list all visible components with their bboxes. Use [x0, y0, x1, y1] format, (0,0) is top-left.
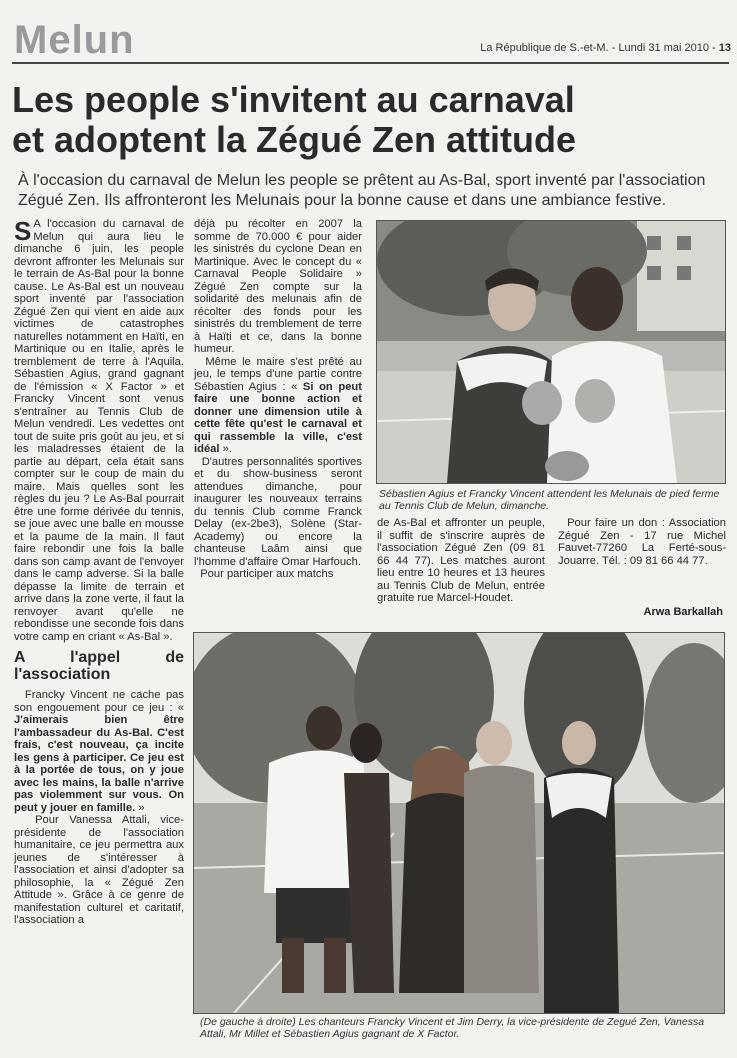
paragraph: déjà pu récolter en 2007 la somme de 70.000 € pour aider les sinistrés du cyclone Dean en Martinique. Avec le concept du « Carnaval People Solidaire » Zégué Zen compte sur la solidarité des melunais afin de récolter des fonds pour les sinistrés du tremblement de terre à Haïti et ce, dans la bonne humeur.	[194, 218, 362, 355]
photo-bottom-image	[194, 633, 724, 1013]
drop-cap: S	[14, 216, 32, 246]
paragraph: Pour Vanessa Attali, vice-présidente de l'association humanitaire, ce jeu permettra aux jeunes de s'intéresser à l'association et ainsi d'adopter sa philosophie, la « Zégué Zen Attitude ». Grâce à ce genre de manifestation culturel et caritatif, l'association a	[14, 814, 184, 926]
subheading: A l'appel de l'association	[14, 649, 184, 683]
page-number: 13	[718, 42, 731, 54]
article-column-1	[14, 218, 184, 927]
paragraph: Francky Vincent ne cache pas son engouement pour ce jeu : « J'aimerais bien être l'ambassadeur du As-Bal. C'est frais, c'est nouveau, ça incite les gens à participer. Ce jeu est à la portée de tous, on y joue avec les mains, la balle n'arrive pas violemment sur vous. On peut y jouer en famille. »	[14, 689, 184, 814]
paragraph: Pour faire un don : Association Zégué Zen - 17 rue Michel Fauvet-77260 La Ferté-sous-Jouarre. Tél. : 09 81 66 44 77.	[558, 517, 727, 567]
quote: Si on peut faire une bonne action et donner une dimension utile à cette fête qu'est le carnaval et qui rassemble la ville, c'est idéal	[194, 380, 362, 455]
headline	[12, 80, 727, 160]
publication-info: La République de S.-et-M. - Lundi 31 mai 2010 - 13	[480, 42, 731, 54]
paragraph: de As-Bal et affronter un peuple, il suffit de s'inscrire auprès de l'association Zégué Zen (09 81 66 44 77). Les matches auront lieu entre 10 heures et 13 heures au Tennis Club de Melun, entrée gratuite rue Marcel-Houdet.	[377, 517, 545, 604]
headline-line-1: Les people s'invitent au carnaval	[12, 79, 575, 120]
photo-bottom	[193, 632, 725, 1014]
article-column-2	[194, 218, 362, 581]
photo-top	[376, 220, 726, 484]
article-column-3	[377, 517, 545, 605]
paragraph: S A l'occasion du carnaval de Melun qui aura lieu le dimanche 6 juin, les people devront affronter les Melunais sur le terrain de As-Bal pour la bonne cause. Le As-Bal est un nouveau sport inventé par l'association Zégué Zen qui vient en aide aux victimes de catastrophes naturelles notamment en Haïti, en Martinique ou en Italie, après le tremblement de terre à l'Aquila. Sébastien Agius, grand gagnant de l'émission « X Factor » et Francky Vincent sont venus s'entraîner au Tennis Club de Melun vendredi. Les vedettes ont tout de suite pris goût au jeu, et si les maladresses étaient de la partie au départ, cela était sans compter sur le coup de main du maire. Mais quelles sont les règles du jeu ? Le As-Bal pourrait être une forme dérivée du tennis, se joue avec une balle en mousse et la paume de la main. Il faut faire rebondir une fois la balle dans son camp avant de l'envoyer dans le camp adverse. Si la balle dépasse la limite de terrain et arrive dans la zone verte, il faut la renvoyer avant qu'elle ne rebondisse une seconde fois dans votre camp en criant « As-Bal ».	[14, 216, 184, 643]
header-rule	[12, 62, 729, 64]
publication-date: Lundi 31 mai 2010	[618, 42, 709, 54]
publication-name: La République de S.-et-M.	[480, 42, 609, 54]
headline-line-2: et adoptent la Zégué Zen attitude	[12, 119, 577, 160]
byline: Arwa Barkallah	[643, 606, 723, 618]
standfirst: À l'occasion du carnaval de Melun les people se prêtent au As-Bal, sport inventé par l'association Zégué Zen. Ils affronteront les Melunais pour la bonne cause et dans une ambiance festive.	[18, 172, 706, 209]
photo-bottom-caption: (De gauche à droite) Les chanteurs Francky Vincent et Jim Derry, la vice-présidente de Zegué Zen, Vanessa Attali, Mr Millet et Sébastien Agius gagnant de X Factor.	[200, 1016, 705, 1040]
paragraph: Même le maire s'est prêté au jeu, le temps d'une partie contre Sébastien Agius : « Si on peut faire une bonne action et donner une dimension utile à cette fête qu'est le carnaval et qui rassemble la ville, c'est idéal ».	[194, 355, 362, 455]
article-column-4	[558, 517, 726, 567]
section-label: Melun	[14, 18, 135, 62]
photo-top-caption: Sébastien Agius et Francky Vincent attendent les Melunais de pied ferme au Tennis Club de Melun, dimanche.	[379, 488, 720, 512]
paragraph: Pour participer aux matchs	[200, 568, 334, 580]
photo-top-image	[377, 221, 725, 483]
quote: J'aimerais bien être l'ambassadeur du As-Bal. C'est frais, c'est nouveau, ça incite les gens à participer. Ce jeu est à la portée de tous, on y joue avec les mains, la balle n'arrive pas violemment sur vous. On peut y jouer en famille.	[14, 714, 184, 814]
paragraph: D'autres personnalités sportives et du show-business seront attendues dimanche, pour inaugurer les nouveaux terrains du tennis Club comme Franck Delay (ex-2be3), Solène (Star-Academy) ou encore la chanteuse Laâm ainsi que l'homme d'affaire Omar Harfouch.	[194, 455, 362, 568]
